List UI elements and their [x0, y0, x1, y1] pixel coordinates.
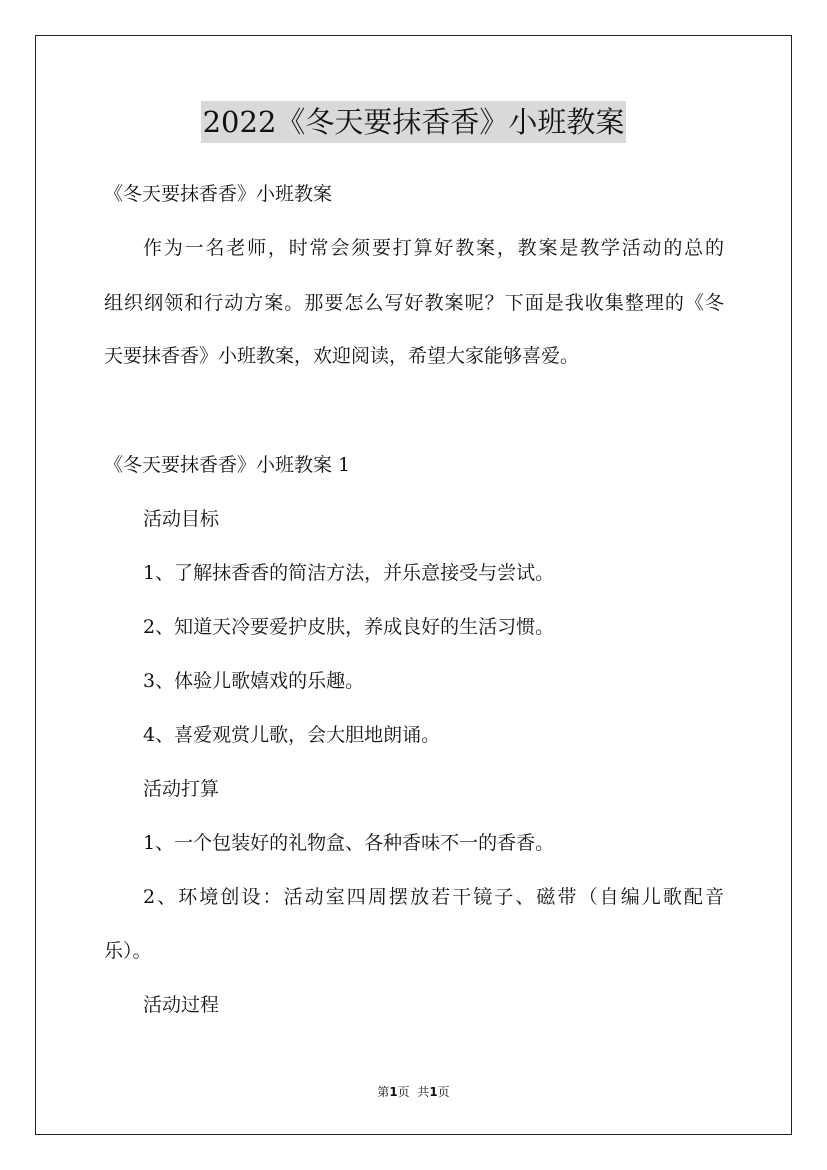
- prep-item: 1、一个包装好的礼物盒、各种香味不一的香香。: [143, 832, 555, 854]
- goal-item: 3、体验儿歌嬉戏的乐趣。: [143, 670, 365, 692]
- prep-heading: 活动打算: [143, 778, 220, 800]
- footer-page-number: 1: [389, 1085, 398, 1099]
- section-heading: 《冬天要抹香香》小班教案 1: [104, 454, 351, 476]
- intro-line-2: 组织纲领和行动方案。那要怎么写好教案呢？下面是我收集整理的《冬: [104, 292, 724, 314]
- goals-heading: 活动目标: [143, 508, 220, 530]
- intro-line-1: 作为一名老师，时常会须要打算好教案，教案是教学活动的总的: [143, 237, 724, 259]
- goal-item: 4、喜爱观赏儿歌，会大胆地朗诵。: [143, 724, 441, 746]
- document-title-wrapper: [0, 101, 827, 143]
- prep-item-continued: 乐）。: [104, 940, 152, 962]
- goal-item: 1、了解抹香香的简洁方法，并乐意接受与尝试。: [143, 562, 555, 584]
- intro-line-3: 天要抹香香》小班教案，欢迎阅读，希望大家能够喜爱。: [104, 345, 580, 367]
- document-title: 2022《冬天要抹香香》小班教案: [201, 101, 627, 143]
- footer-suffix: 页: [437, 1085, 450, 1099]
- prep-item: 2、环境创设：活动室四周摆放若干镜子、磁带（自编儿歌配音: [143, 886, 724, 908]
- footer-total-pages: 1: [429, 1085, 438, 1099]
- document-subtitle: 《冬天要抹香香》小班教案: [104, 183, 333, 205]
- page-footer: [0, 1084, 827, 1100]
- goal-item: 2、知道天冷要爱护皮肤，养成良好的生活习惯。: [143, 616, 555, 638]
- process-heading: 活动过程: [143, 994, 220, 1016]
- footer-prefix: 第: [377, 1085, 390, 1099]
- footer-mid: 页 共: [397, 1085, 430, 1099]
